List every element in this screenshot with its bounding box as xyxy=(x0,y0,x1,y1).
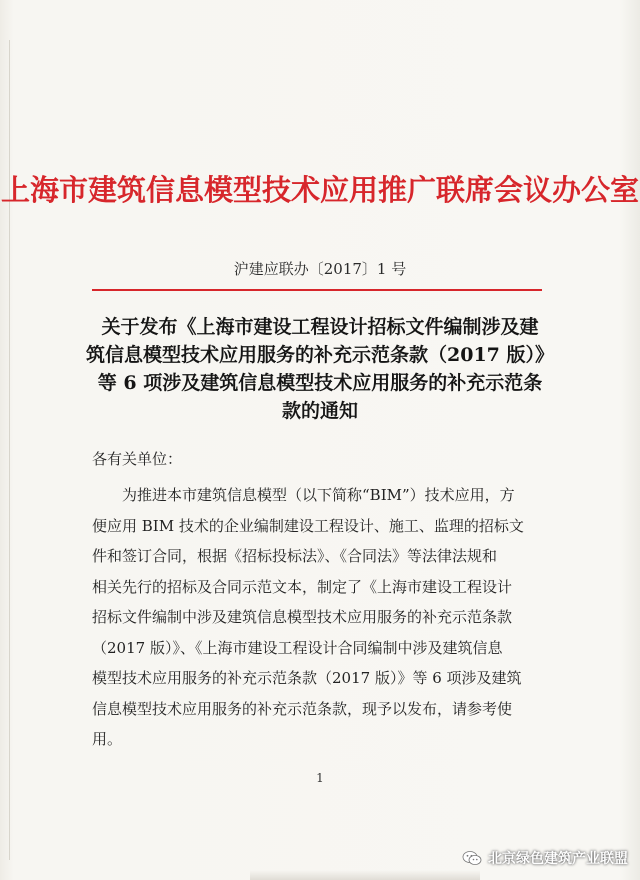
body-line: 招标文件编制中涉及建筑信息模型技术应用服务的补充示范条款 xyxy=(92,608,513,626)
notice-title-line: 款的通知 xyxy=(281,400,358,422)
body-line: 模型技术应用服务的补充示范条款（2017 版）》等 6 项涉及建筑 xyxy=(92,669,522,687)
page-number: 1 xyxy=(316,771,324,785)
body-line: 便应用 BIM 技术的企业编制建设工程设计、施工、监理的招标文 xyxy=(92,516,524,535)
wechat-icon xyxy=(462,850,482,866)
issuing-office-title: 上海市建筑信息模型技术应用推广联席会议办公室 xyxy=(0,173,639,207)
body-line: 用。 xyxy=(92,730,123,748)
body-line: 件和签订合同，根据《招标投标法》、《合同法》等法律法规和 xyxy=(92,547,498,565)
notice-title-line: 筑信息模型技术应用服务的补充示范条款（2017 版）》 xyxy=(86,344,554,366)
watermark-text: 北京绿色建筑产业联盟 xyxy=(488,851,628,867)
body-line: 信息模型技术应用服务的补充示范条款，现予以发布，请参考使 xyxy=(92,699,513,718)
notice-title-line: 等 6 项涉及建筑信息模型技术应用服务的补充示范条 xyxy=(97,372,543,394)
body-paragraph xyxy=(92,480,542,755)
body-line: 为推进本市建筑信息模型（以下简称“BIM”）技术应用，方 xyxy=(122,486,515,504)
body-line: 相关先行的招标及合同示范文本，制定了《上海市建设工程设计 xyxy=(92,577,513,596)
scan-bottom-shadow xyxy=(250,870,480,880)
document-number: 沪建应联办〔2017〕1 号 xyxy=(233,260,407,278)
notice-title xyxy=(84,313,556,425)
salutation: 各有关单位： xyxy=(92,450,183,468)
notice-title-line: 关于发布《上海市建设工程设计招标文件编制涉及建 xyxy=(101,316,539,338)
red-divider-line xyxy=(92,289,542,291)
body-line: （2017 版）》、《上海市建设工程设计合同编制中涉及建筑信息 xyxy=(92,638,503,657)
watermark xyxy=(462,848,628,868)
page-edge-shadow xyxy=(9,40,10,860)
